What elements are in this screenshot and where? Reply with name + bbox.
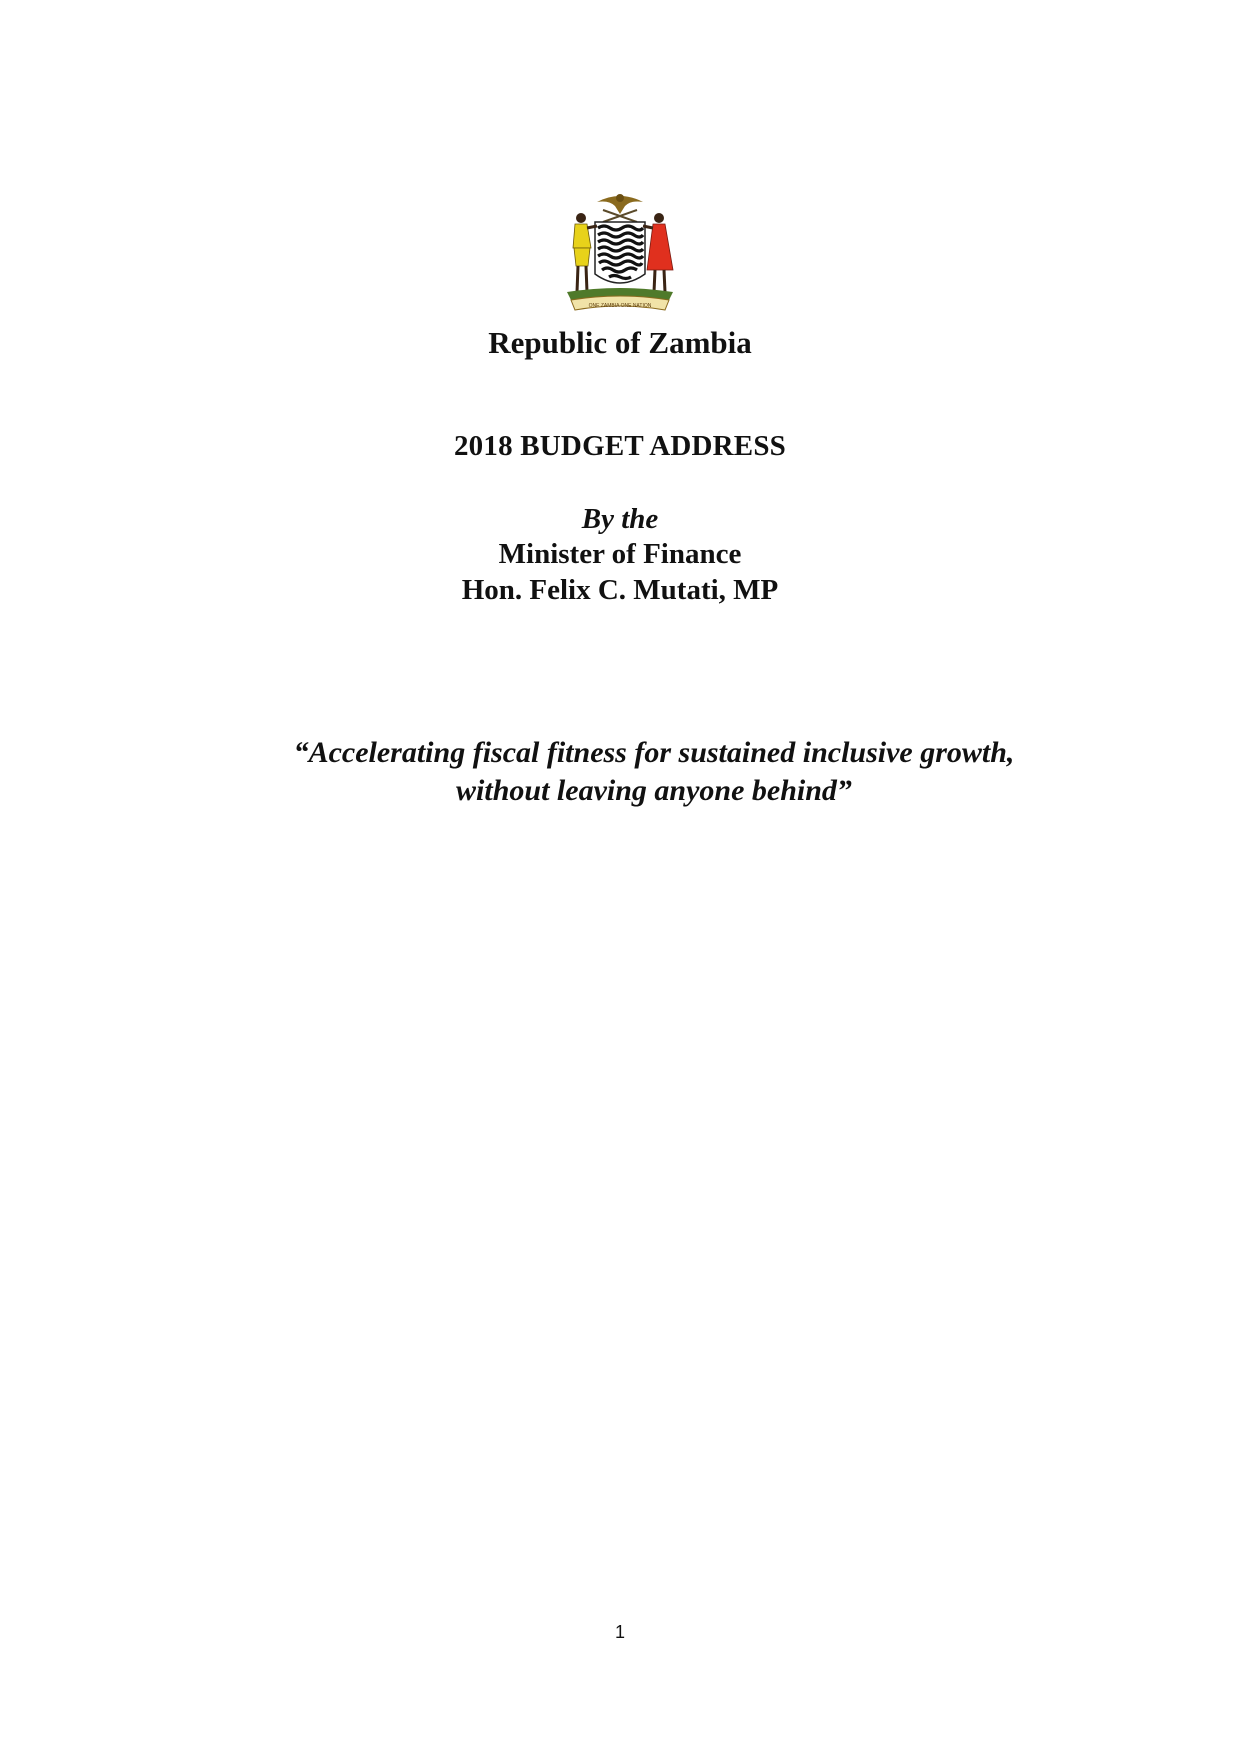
byline: By the <box>581 503 659 535</box>
minister-position: Minister of Finance <box>498 538 742 570</box>
svg-text:ONE ZAMBIA ONE NATION: ONE ZAMBIA ONE NATION <box>588 303 652 309</box>
country-name: Republic of Zambia <box>488 325 752 360</box>
theme-line-1: “Accelerating fiscal fitness for sustained inclusive growth, <box>293 736 1015 769</box>
minister-name: Hon. Felix C. Mutati, MP <box>461 574 779 606</box>
page-number: 1 <box>614 1622 625 1642</box>
theme-line-2: without leaving anyone behind” <box>456 774 852 807</box>
coat-of-arms-emblem <box>557 188 683 316</box>
document-title: 2018 BUDGET ADDRESS <box>453 430 787 462</box>
